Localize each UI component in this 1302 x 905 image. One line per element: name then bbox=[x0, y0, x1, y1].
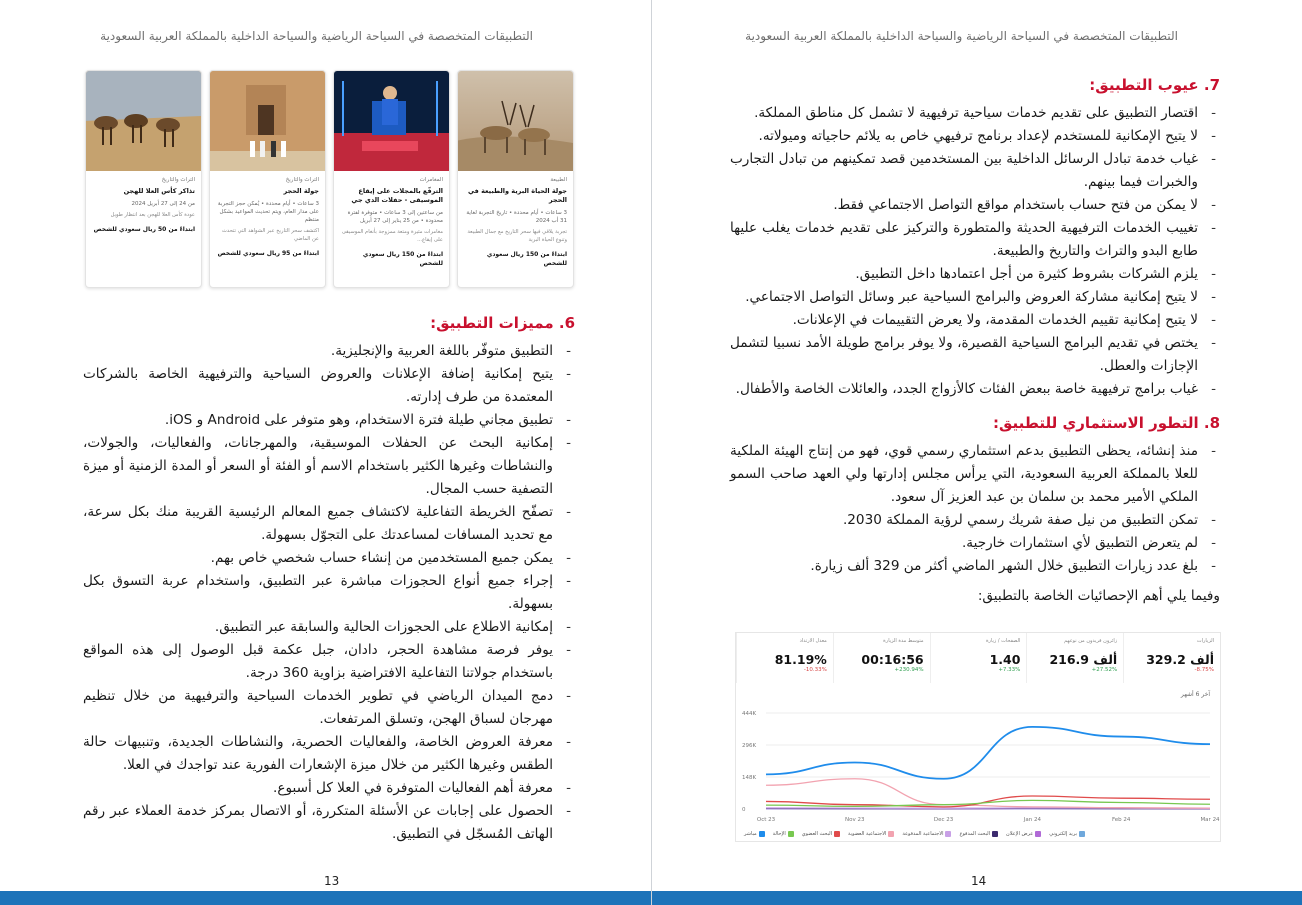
kpi-change: +7.33% bbox=[998, 667, 1021, 673]
list-item: - التطبيق متوفّر باللغة العربية والإنجليزية. bbox=[83, 340, 575, 363]
kpi-change: -10.33% bbox=[803, 667, 827, 673]
section-8-title: 8. التطور الاستثماري للتطبيق: bbox=[993, 414, 1220, 432]
legend-label: الاجتماعية المدفوعة bbox=[902, 831, 944, 837]
kpi-label: متوسط مدة الزيارة bbox=[883, 638, 924, 644]
section-6 bbox=[83, 314, 575, 846]
kpi-card bbox=[1123, 633, 1220, 683]
footer-bar bbox=[652, 891, 1302, 905]
footer-bar bbox=[0, 891, 651, 905]
legend-label: الإحالة bbox=[772, 831, 786, 837]
legend-item[interactable] bbox=[902, 831, 951, 837]
experience-card[interactable] bbox=[333, 70, 450, 288]
legend-label: عرض الإعلان bbox=[1006, 831, 1034, 837]
card-photo bbox=[458, 71, 573, 171]
card-price: ابتداءً من 150 ريال سعودي للشخص bbox=[486, 251, 567, 267]
card-photo bbox=[334, 71, 449, 171]
series-line bbox=[766, 727, 1210, 779]
card-description: عودة كأس العلا للهجن بعد انتظار طويل bbox=[110, 212, 195, 218]
y-tick-label: 444K bbox=[742, 711, 757, 717]
list-item: - معرفة أهم الفعاليات المتوفرة في العلا كل أسبوع. bbox=[83, 777, 575, 800]
x-tick-label: Oct 23 bbox=[756, 817, 776, 823]
legend-swatch bbox=[834, 831, 840, 837]
legend-swatch bbox=[1035, 831, 1041, 837]
list-item: - لا يمكن من فتح حساب باستخدام مواقع التواصل الاجتماعي فقط. bbox=[730, 194, 1220, 217]
legend-swatch bbox=[759, 831, 765, 837]
legend-label: البحث العضوي bbox=[801, 831, 833, 837]
card-dates: 3 ساعات • أيام محددة • تاريخ التجربة لغاية 31 أب 2024 bbox=[466, 210, 567, 224]
card-description: تجربة يلاقي فيها سحر التاريخ مع جمال الطبيعة وتنوع الحياة البرية bbox=[467, 229, 567, 243]
card-price: ابتداءً من 50 ريال سعودي للشخص bbox=[93, 226, 195, 233]
list-item: - منذ إنشائه، يحظى التطبيق بدعم استثماري رسمي قوي، فهو من إنتاج الهيئة الملكية للعلا بالمملكة العربية السعودية، التي يرأس مجلس إدارتها ولي العهد صاحب السمو الملكي الأمير محمد بن سلمان بن عبد العزيز آل سعود. bbox=[730, 440, 1220, 509]
list-item: - الحصول على إجابات عن الأسئلة المتكررة، أو الاتصال بمركز خدمة العملاء عبر رقم الهاتف المُسجّل في التطبيق. bbox=[83, 800, 575, 846]
section-7-list bbox=[730, 102, 1220, 401]
card-category: التراث والتاريخ bbox=[161, 177, 195, 183]
card-dates: من ساعتين إلى 3 ساعات • متوفرة لفترة محدودة • من 25 يناير إلى 27 أبريل bbox=[347, 210, 443, 224]
legend-swatch bbox=[945, 831, 951, 837]
legend-label: بريد إلكتروني bbox=[1049, 831, 1077, 837]
kpi-change: +230.94% bbox=[894, 667, 924, 673]
list-item: - غياب برامج ترفيهية خاصة ببعض الفئات كالأزواج الجدد، والعائلات الخاصة والأطفال. bbox=[730, 378, 1220, 401]
kpi-card bbox=[736, 633, 833, 683]
legend-swatch bbox=[992, 831, 998, 837]
card-photo bbox=[86, 71, 201, 171]
x-tick-label: Nov 23 bbox=[845, 817, 865, 823]
kpi-value: 81.19% bbox=[774, 652, 827, 667]
x-tick-label: Dec 23 bbox=[933, 817, 954, 823]
card-category: المغامرات bbox=[419, 177, 443, 183]
x-tick-label: Feb 24 bbox=[1111, 817, 1131, 823]
legend-item[interactable] bbox=[773, 831, 794, 837]
list-item: - إجراء جميع أنواع الحجوزات مباشرة عبر التطبيق، واستخدام عربة التسوق بكل بسهولة. bbox=[83, 570, 575, 616]
card-title: الترفّع بالمجلات على إيقاع الموسيقى - حفلات الدي جي bbox=[351, 187, 443, 204]
list-item: - معرفة العروض الخاصة، والفعاليات الحصرية، والنشاطات الجديدة، وتنبيهات حالة الطقس وغيرها الكثير من خلال ميزة الإشعارات الفورية عند تواجدك في العلا. bbox=[83, 731, 575, 777]
section-6-list bbox=[83, 340, 575, 846]
list-item: - لم يتعرض التطبيق لأي استثمارات خارجية. bbox=[730, 532, 1220, 555]
traffic-line-chart bbox=[736, 705, 1220, 825]
y-tick-label: 296K bbox=[742, 743, 757, 749]
chart-legend bbox=[744, 831, 1212, 837]
kpi-change: -8.75% bbox=[1194, 667, 1214, 673]
list-item: - لا يتيح إمكانية تقييم الخدمات المقدمة، ولا يعرض التقييمات في الإعلانات. bbox=[730, 309, 1220, 332]
section-8-list bbox=[730, 440, 1220, 578]
y-tick-label: 148K bbox=[742, 775, 757, 781]
list-item: - دمج الميدان الرياضي في تطوير الخدمات السياحية والترفيهية من خلال تنظيم مهرجان لسباق الهجن، وتسلق المرتفعات. bbox=[83, 685, 575, 731]
card-category: الطبيعة bbox=[550, 177, 567, 183]
legend-item[interactable] bbox=[959, 831, 998, 837]
card-dates: 3 ساعات • أيام محددة • يُمكن حجز التجربة على مدار العام، ويتم تحديث المواعيد بشكل منتظم bbox=[217, 201, 319, 223]
kpi-label: الزيارات bbox=[1196, 638, 1214, 644]
legend-swatch bbox=[1079, 831, 1085, 837]
card-price: ابتداءً من 150 ريال سعودي للشخص bbox=[362, 251, 443, 267]
list-item: - إمكانية البحث عن الحفلات الموسيقية، والمهرجانات، والفعاليات، والجولات، والنشاطات وغيرها الكثير باستخدام الاسم أو الفئة أو السعر أو المدة الزمنية أو ميزة التصفية حسب المجال. bbox=[83, 432, 575, 501]
experience-cards bbox=[84, 70, 574, 290]
list-item: - تمكن التطبيق من نيل صفة شريك رسمي لرؤية المملكة 2030. bbox=[730, 509, 1220, 532]
kpi-row bbox=[736, 633, 1220, 683]
kpi-value: 329.2 ألف bbox=[1146, 652, 1214, 667]
kpi-card bbox=[833, 633, 930, 683]
experience-card[interactable] bbox=[85, 70, 202, 288]
kpi-label: زائرون فريدون من نوعهم bbox=[1064, 638, 1118, 644]
page-number: 13 bbox=[324, 874, 340, 888]
kpi-label: الصفحات / زيارة bbox=[985, 638, 1021, 644]
stats-intro: وفيما يلي أهم الإحصائيات الخاصة بالتطبيق: bbox=[977, 588, 1220, 604]
legend-label: مباشر bbox=[744, 831, 757, 837]
legend-item[interactable] bbox=[848, 831, 894, 837]
card-category: التراث والتاريخ bbox=[285, 177, 319, 183]
list-item: - بلغ عدد زيارات التطبيق خلال الشهر الماضي أكثر من 329 ألف زيارة. bbox=[730, 555, 1220, 578]
list-item: - اقتصار التطبيق على تقديم خدمات سياحية ترفيهية لا تشمل كل مناطق المملكة. bbox=[730, 102, 1220, 125]
kpi-value: 1.40 bbox=[989, 652, 1021, 667]
legend-item[interactable] bbox=[1006, 831, 1041, 837]
kpi-label: معدل الارتداد bbox=[799, 638, 827, 644]
page-14 bbox=[651, 0, 1302, 905]
card-description: مغامرات مثيرة ومتعة ممزوجة بأنغام الموسيقى على إيقاع... bbox=[341, 229, 443, 243]
kpi-change: +27.52% bbox=[1091, 667, 1118, 673]
legend-swatch bbox=[788, 831, 794, 837]
running-header: التطبيقات المتخصصة في السياحة الرياضية والسياحة الداخلية بالمملكة العربية السعودية bbox=[100, 29, 533, 43]
card-photo bbox=[210, 71, 325, 171]
section-6-title: 6. مميزات التطبيق: bbox=[430, 314, 575, 332]
list-item: - يوفر فرصة مشاهدة الحجر، دادان، جبل عكمة قبل الوصول إلى هذه المواقع باستخدام جولاتنا التفاعلية الافتراضية بزاوية 360 درجة. bbox=[83, 639, 575, 685]
list-item: - غياب خدمة تبادل الرسائل الداخلية بين المستخدمين قصد تمكينهم من تبادل التجارب والخبرات فيما بينهم. bbox=[730, 148, 1220, 194]
legend-label: الاجتماعية العضوية bbox=[848, 831, 887, 837]
kpi-card bbox=[1026, 633, 1123, 683]
legend-swatch bbox=[888, 831, 894, 837]
statistics-panel bbox=[735, 632, 1221, 842]
legend-item[interactable] bbox=[802, 831, 840, 837]
legend-item[interactable] bbox=[1049, 831, 1085, 837]
experience-card[interactable] bbox=[209, 70, 326, 288]
page-number: 14 bbox=[971, 874, 987, 888]
card-description: اكتشف سحر التاريخ عبر الشواهد التي تتحدث عن الماضي bbox=[221, 228, 319, 242]
card-price: ابتداءً من 95 ريال سعودي للشخص bbox=[217, 250, 319, 257]
list-item: - يختص في تقديم البرامج السياحية القصيرة، ولا يوفر برامج طويلة الأمد نسبيا لتشمل الإجازات والعطل. bbox=[730, 332, 1220, 378]
card-dates: من 24 إلى 27 أبريل 2024 bbox=[131, 201, 195, 207]
list-item: - تغييب الخدمات الترفيهية الحديثة والمتطورة والتركيز على تقديم خدمات يغلب عليها طابع البدو والتراث والتاريخ والطبيعة. bbox=[730, 217, 1220, 263]
list-item: - لا يتيح الإمكانية للمستخدم لإعداد برنامج ترفيهي خاص به يلائم حاجياته وميولاته. bbox=[730, 125, 1220, 148]
list-item: - تطبيق مجاني طيلة فترة الاستخدام، وهو متوفر على Android و iOS. bbox=[83, 409, 575, 432]
card-title: تذاكر كأس العلا للهجن bbox=[123, 187, 195, 195]
card-title: جولة الحجر bbox=[283, 187, 319, 195]
y-tick-label: 0 bbox=[742, 807, 746, 813]
list-item: - يتيح إمكانية إضافة الإعلانات والعروض السياحية والترفيهية الخاصة بالشركات المعتمدة من طرف إدارته. bbox=[83, 363, 575, 409]
section-7-title: 7. عيوب التطبيق: bbox=[1089, 76, 1220, 94]
x-tick-label: Mar 24 bbox=[1200, 817, 1220, 823]
list-item: - يمكن جميع المستخدمين من إنشاء حساب شخصي خاص بهم. bbox=[83, 547, 575, 570]
chart-range-label: آخر 6 أشهر bbox=[1180, 691, 1210, 698]
section-7 bbox=[730, 76, 1220, 401]
kpi-value: 00:16:56 bbox=[861, 652, 924, 667]
card-title: جولة الحياة البرية والطبيعة في الحجر bbox=[467, 187, 567, 204]
section-8 bbox=[730, 414, 1220, 604]
legend-label: البحث المدفوع bbox=[959, 831, 991, 837]
legend-item[interactable] bbox=[744, 831, 765, 837]
kpi-card bbox=[930, 633, 1027, 683]
x-tick-label: Jan 24 bbox=[1023, 817, 1042, 823]
experience-card[interactable] bbox=[457, 70, 574, 288]
list-item: - إمكانية الاطلاع على الحجوزات الحالية والسابقة عبر التطبيق. bbox=[83, 616, 575, 639]
kpi-value: 216.9 ألف bbox=[1049, 652, 1118, 667]
running-header: التطبيقات المتخصصة في السياحة الرياضية والسياحة الداخلية بالمملكة العربية السعودية bbox=[745, 29, 1178, 43]
list-item: - لا يتيح إمكانية مشاركة العروض والبرامج السياحية عبر وسائل التواصل الاجتماعي. bbox=[730, 286, 1220, 309]
list-item: - يلزم الشركات بشروط كثيرة من أجل اعتمادها داخل التطبيق. bbox=[730, 263, 1220, 286]
list-item: - تصفّح الخريطة التفاعلية لاكتشاف جميع المعالم الرئيسية القريبة منك بكل سرعة، مع تحديد المسافات لمساعدتك على التجوّل بسهولة. bbox=[83, 501, 575, 547]
